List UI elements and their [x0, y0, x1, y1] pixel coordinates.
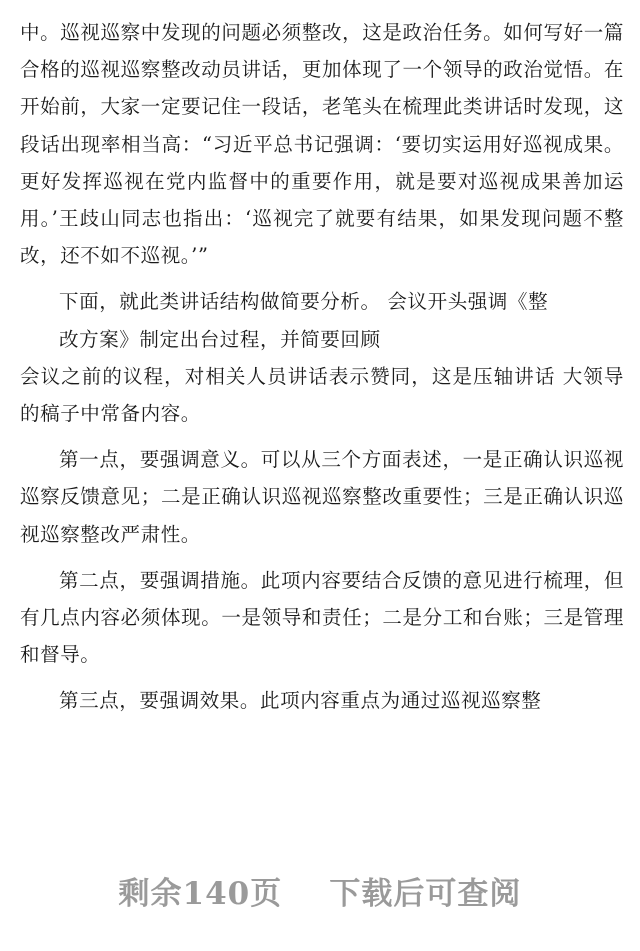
paragraph-3-continued: 会议之前的议程，对相关人员讲话表示赞同，这是压轴讲话 大领导的稿子中常备内容。: [20, 364, 624, 426]
paragraph-2: 下面，就此类讲话结构做简要分析。 会议开头强调《整: [59, 290, 549, 314]
document-body: [20, 14, 624, 720]
paragraph-1: 中。巡视巡察中发现的问题必须整改，这是政治任务。如何写好一篇合格的巡视巡察整改动员讲话，更加体现了一个领导的政治觉悟。在开始前，大家一定要记住一段话，老笔头在梳理此类讲话时发现，这段话出现率相当高：“习近平总书记强调：‘要切实运用好巡视成果。更好发挥巡视在党内监督中的重要作用，就是要对巡视成果善加运用。’王歧山同志也指出：‘巡视完了就要有结果，如果发现问题不整改，还不如不巡视。’”: [20, 21, 624, 268]
paragraph-4: 第一点，要强调意义。可以从三个方面表述，一是正确认识巡视巡察反馈意见；二是正确认识巡视巡察整改重要性；三是正确认识巡视巡察整改严肃性。: [20, 448, 624, 546]
paragraph-6: 第三点，要强调效果。此项内容重点为通过巡视巡察整: [59, 689, 542, 713]
paragraph-5: 第二点，要强调措施。此项内容要结合反馈的意见进行梳理，但有几点内容必须体现。一是领导和责任；二是分工和台账；三是管理和督导。: [20, 568, 624, 667]
remaining-pages-banner[interactable]: 剩余140页 下载后可查阅: [118, 876, 522, 912]
paragraph-3-line-1: 改方案》制定出台过程，并简要回顾: [59, 327, 381, 351]
